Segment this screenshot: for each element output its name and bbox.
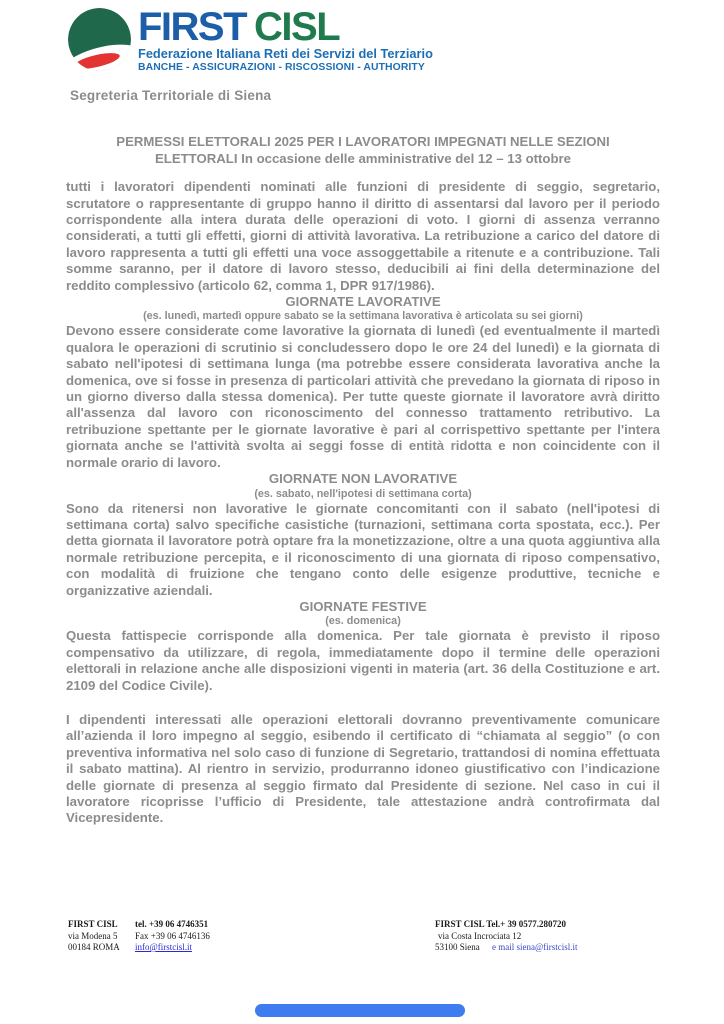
footer-rome-city: 00184 ROMA (68, 942, 120, 952)
brand-subtitle: Federazione Italiana Reti dei Servizi del Terziario (138, 46, 433, 61)
footer-rome-office (68, 919, 210, 954)
closing-paragraph: I dipendenti interessati alle operazioni elettorali dovranno preventivamente comunicare all’azienda il loro impegno al seggio, esibendo il certificato di “chiamata al seggio” (o con preventiva informativa nel solo caso di funzione di Segretario, trattandosi di nomina effettuata il sabato mattina). Al rientro in servizio, produrranno idoneo giustificativo con l’indicazione delle giornate di presenza al seggio firmato dal Presidente di sezione. Nel caso in cui il lavoratore ricoprisse l’ufficio di Presidente, tale attestazione andrà controfirmata dal Vicepresidente. (66, 711, 660, 826)
first-cisl-logo-icon (68, 8, 131, 71)
footer-rome-tel: tel. +39 06 4746351 (135, 919, 209, 929)
document-title-line2: ELETTORALI In occasione delle amministrative del 12 – 13 ottobre (154, 150, 572, 166)
footer-siena-name-tel: FIRST CISL Tel.+ 39 0577.280720 (435, 919, 566, 929)
section-body-giornate-festive: Questa fattispecie corrisponde alla domenica. Per tale giornata è previsto il riposo compensativo da utilizzare, di regola, immediatamente dopo il termine delle operazioni elettorali in relazione anche alle disposizioni vigenti in materia (art. 36 della Costituzione e art. 2109 del Codice Civile). (66, 628, 660, 693)
footer-rome-name: FIRST CISL (68, 919, 118, 929)
section-heading-giornate-lavorative: GIORNATE LAVORATIVE (285, 294, 441, 310)
brand-cisl: CISL (254, 5, 340, 49)
section-body-giornate-non-lavorative: Sono da ritenersi non lavorative le giornate concomitanti con il sabato (nell'ipotesi di settimana corta) salvo specifiche casistiche (turnazioni, settimana corta spostata, ecc.). Per detta giornata il lavoratore potrà optare fra la monetizzazione, oltre a una quota aggiuntiva alla normale retribuzione percepita, e il riconoscimento di una giornata di riposo compensativo, con modalità di fruizione che tengano conto delle esigenze produttive, tecniche e organizzative aziendali. (66, 500, 660, 598)
footer-rome-fax: Fax +39 06 4746136 (135, 930, 210, 941)
brand-text (138, 5, 433, 73)
footer-rome-email-link[interactable]: info@firstcisl.it (135, 942, 193, 952)
section-note-giornate-lavorative: (es. lunedì, martedì oppure sabato se la settimana lavorativa è articolata su sei giorni) (143, 310, 583, 323)
intro-paragraph: tutti i lavoratori dipendenti nominati alle funzioni di presidente di seggio, segretario, scrutatore o rappresentante di gruppo hanno il diritto di assentarsi dal lavoro per il periodo corrispondente alla intera durata delle operazioni di voto. I giorni di assenza verranno considerati, a tutti gli effetti, giorni di attività lavorativa. La retribuzione a carico del datore di lavoro rappresenta a tutti gli effetti una voce assoggettabile a ritenute e a contribuzione. Tali somme saranno, per il datore di lavoro stesso, deducibili ai fini della determinazione del reddito complessivo (articolo 62, comma 1, DPR 917/1986). (66, 179, 660, 293)
section-note-giornate-non-lavorative: (es. sabato, nell'ipotesi di settimana corta) (254, 487, 472, 500)
section-heading-giornate-festive: GIORNATE FESTIVE (299, 598, 427, 614)
document-title-line1: PERMESSI ELETTORALI 2025 PER I LAVORATORI IMPEGNATI NELLE SEZIONI (116, 134, 610, 149)
section-body-giornate-lavorative: Devono essere considerate come lavorative la giornata di lunedì (ed eventualmente il martedì qualora le operazioni di scrutinio si concludessero dopo le ore 24 del lunedì) e la giornata di sabato nell'ipotesi di settimana lunga (ma potrebbe essere considerata lavorativa anche la domenica, ove si fosse in presenza di particolari attività che prevedano la giornata di riposo in un giorno diverso dalla stessa domenica). Per tutte queste giornate il lavoratore avrà diritto all'assenza dal lavoro con riconoscimento del connesso trattamento retributivo. La retribuzione spettante per le giornate lavorative è pari al corrispettivo spettante per l'intera giornata anche se l'attività svolta ai seggi fosse di entità ridotta e non coincidente con il normale orario di lavoro. (66, 323, 660, 470)
horizontal-scrollbar-thumb[interactable] (255, 1004, 465, 1017)
brand-name (138, 5, 433, 49)
document-body (66, 134, 660, 827)
section-note-giornate-festive: (es. domenica) (325, 615, 401, 628)
letterhead (68, 5, 433, 73)
footer-rome-address: via Modena 5 (68, 930, 118, 941)
footer-siena-email-link[interactable]: e mail siena@firstcisl.it (492, 942, 578, 952)
footer-siena-office (435, 919, 578, 954)
office-title: Segreteria Territoriale di Siena (70, 88, 272, 103)
footer-siena-city: 53100 Siena (435, 942, 480, 952)
footer-siena-address: via Costa Incrociata 12 (438, 930, 522, 941)
brand-sectors: BANCHE - ASSICURAZIONI - RISCOSSIONI - AUTHORITY (138, 62, 425, 73)
brand-first: FIRST (138, 5, 247, 49)
section-heading-giornate-non-lavorative: GIORNATE NON LAVORATIVE (268, 471, 458, 487)
document-title (66, 134, 660, 167)
